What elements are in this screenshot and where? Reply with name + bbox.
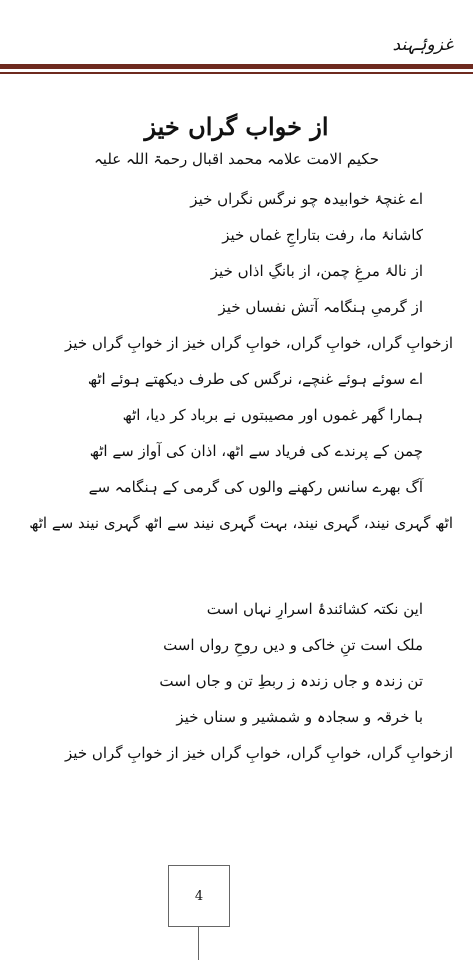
poem-author: حکیم الامت علامہ محمد اقبال رحمۃ اللہ علیہ (94, 150, 379, 168)
poem-title: از خواب گراں خیز (144, 112, 329, 141)
page-number-box (168, 865, 230, 927)
poem-line: کاشانۂ ما، رفت بتاراجِ غماں خیز (222, 226, 423, 244)
poem-line: از گرمیِ ہنگامہ آتش نفساں خیز (218, 298, 423, 316)
poem-line: تن زندہ و جاں زندہ ز ربطِ تن و جاں است (159, 672, 423, 690)
poem-line: با خرقہ و سجادہ و شمشیر و سناں خیز (176, 708, 423, 726)
header-rule-thin (0, 72, 473, 74)
translation-line: اٹھ گہری نیند، گہری نیند، بہت گہری نیند سے اٹھ گہری نیند سے اٹھ (29, 514, 453, 532)
translation-line: آگ بھرے سانس رکھنے والوں کی گرمی کے ہنگامہ سے (88, 478, 423, 496)
poem-line: ملک است تنِ خاکی و دیں روحِ رواں است (163, 636, 423, 654)
header-title: غزوۂہند (392, 35, 453, 55)
page-number: 4 (194, 888, 204, 904)
poem-line: این نکتہ کشائندۂ اسرارِ نہاں است (206, 600, 423, 618)
translation-line: چمن کے پرندے کی فریاد سے اٹھ، اذان کی آواز سے اٹھ (89, 442, 423, 460)
translation-line: ہمارا گھر غموں اور مصیبتوں نے برباد کر دیا، اٹھ (122, 406, 423, 424)
header-rule-thick (0, 64, 473, 69)
poem-line: ازخوابِ گراں، خوابِ گراں، خوابِ گراں خیز از خوابِ گراں خیز (65, 334, 453, 352)
poem-line: اے غنچۂ خوابیدہ چو نرگس نگراں خیز (190, 190, 423, 208)
translation-line: اے سوئے ہوئے غنچے، نرگس کی طرف دیکھتے ہوئے اٹھ (87, 370, 423, 388)
page-number-stem (198, 927, 199, 960)
poem-line: از نالۂ مرغِ چمن، از بانگِ اذاں خیز (210, 262, 423, 280)
poem-line: ازخوابِ گراں، خوابِ گراں، خوابِ گراں خیز از خوابِ گراں خیز (65, 744, 453, 762)
